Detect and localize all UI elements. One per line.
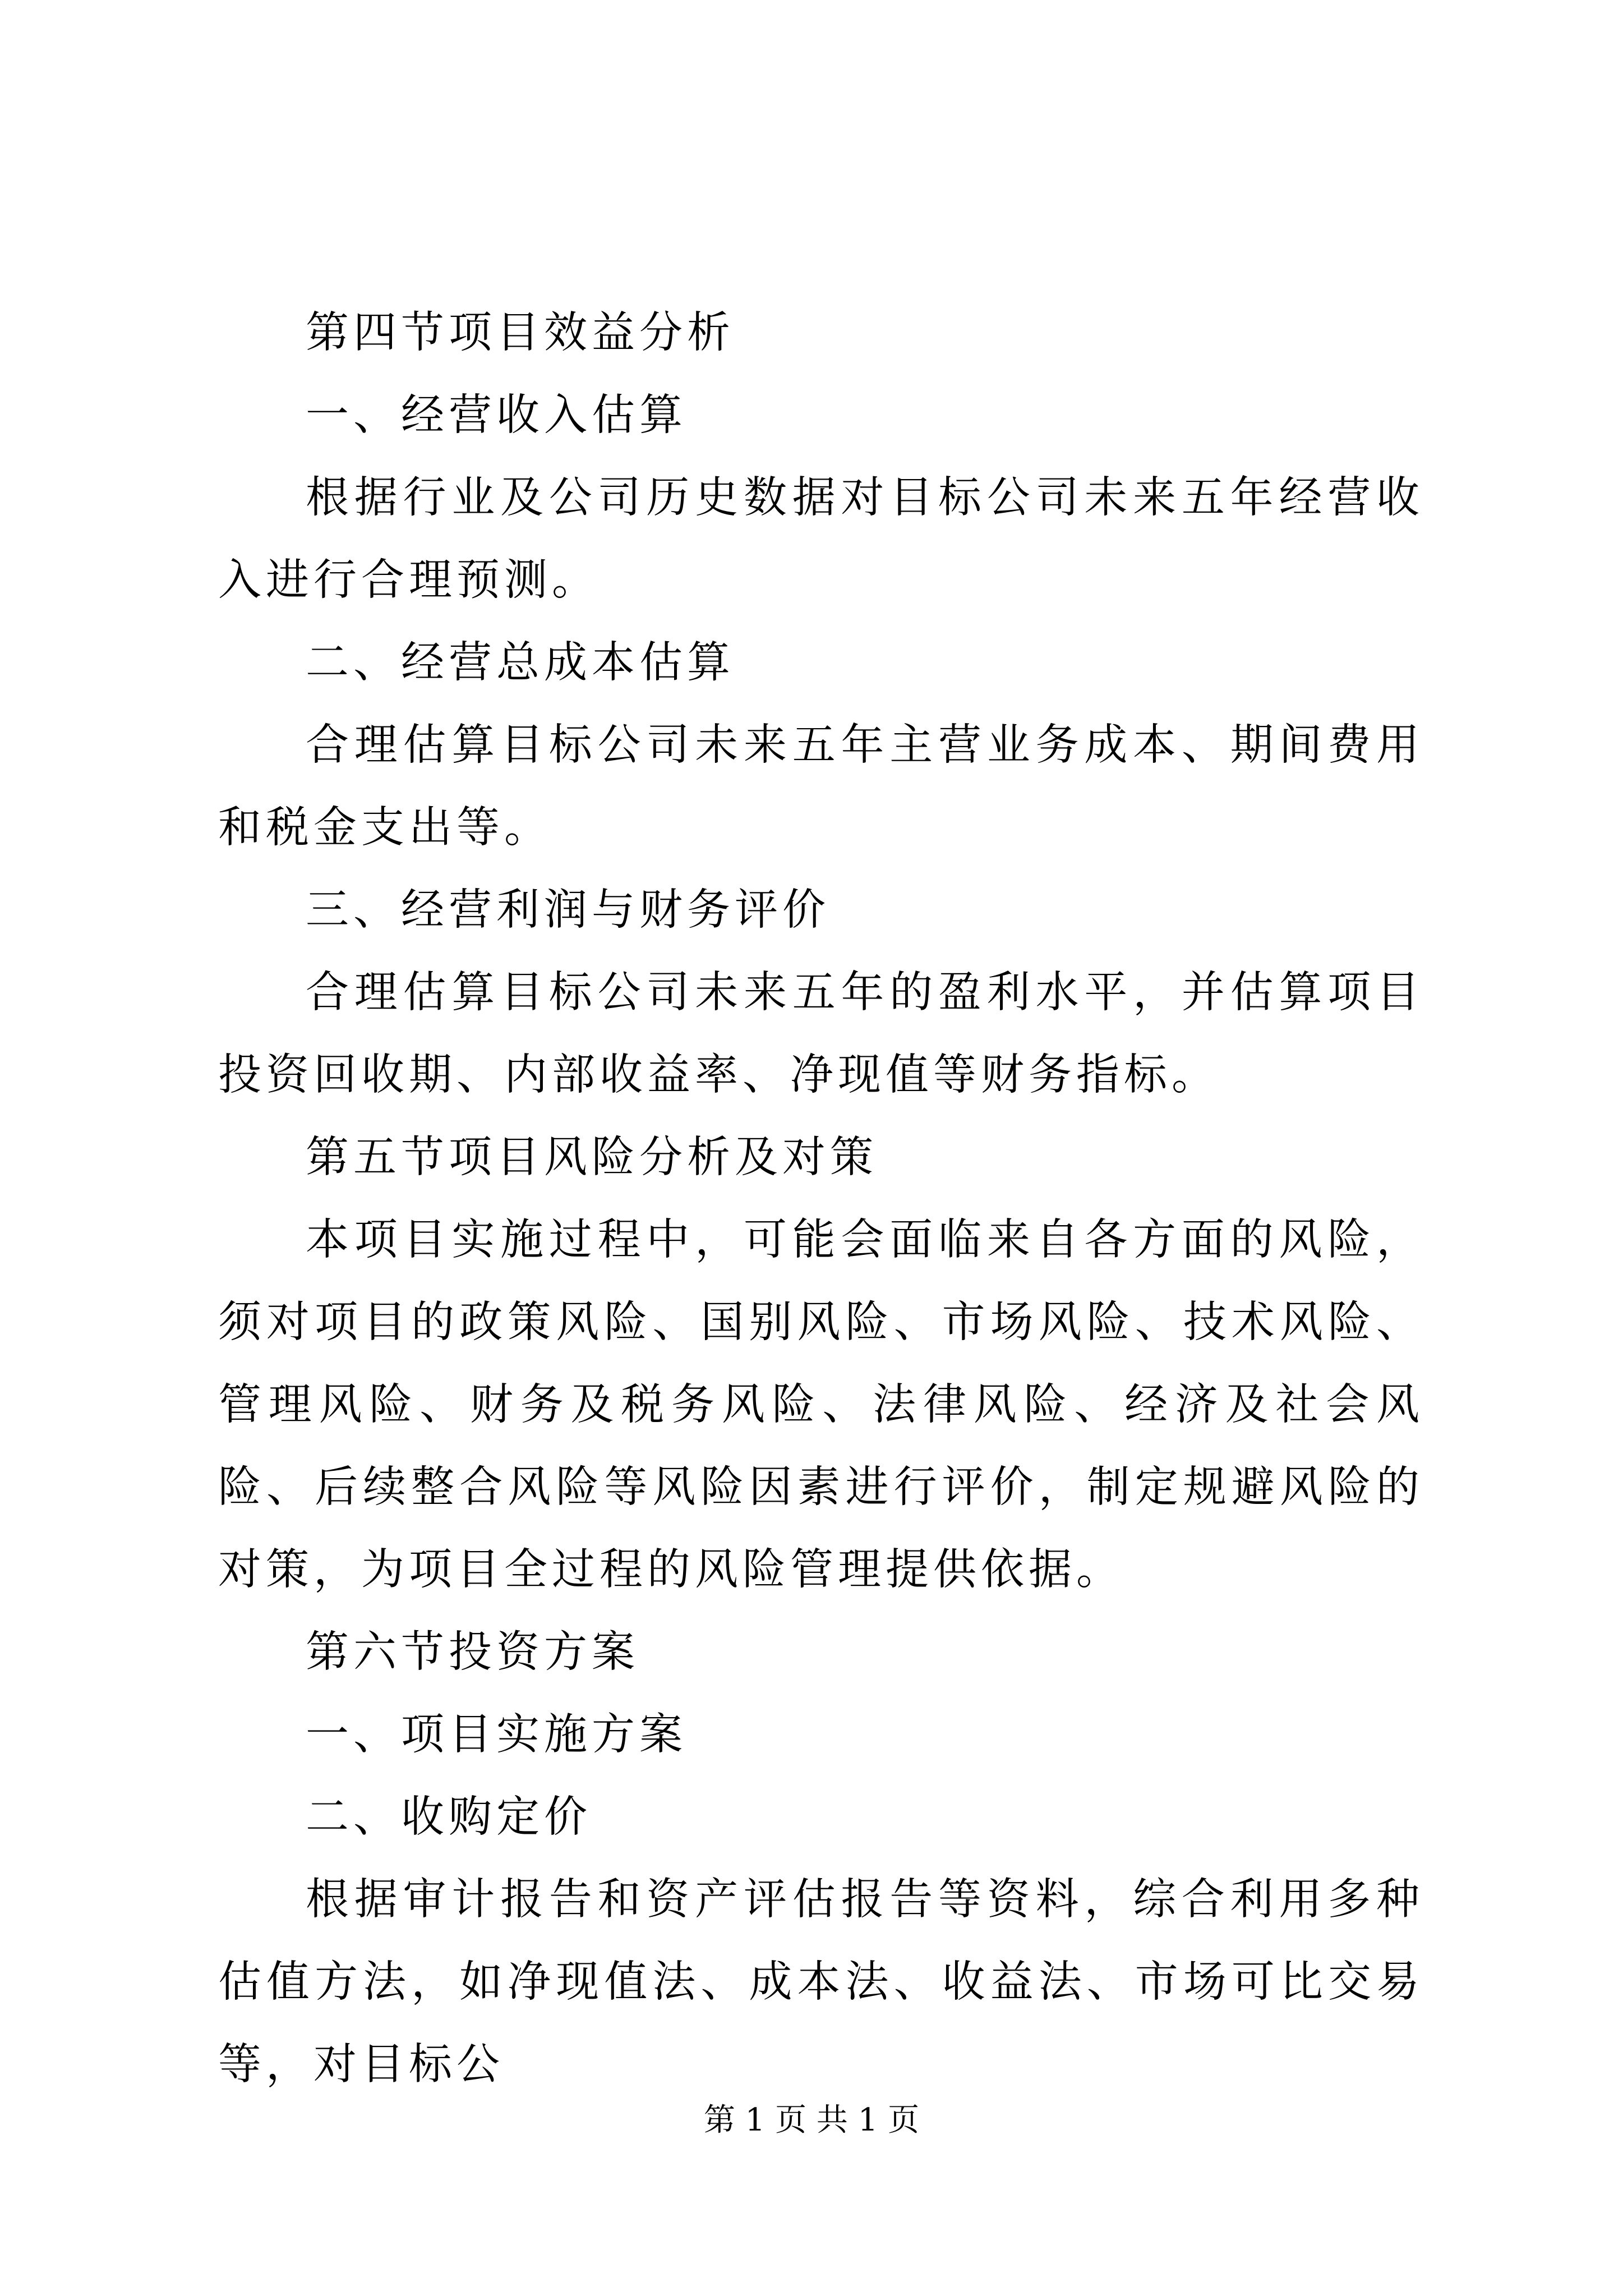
subheading-implementation-plan: 一、项目实施方案 <box>306 1710 687 1760</box>
subheading-cost-estimate: 二、经营总成本估算 <box>306 638 735 688</box>
paragraph-profit: 合理估算目标公司未来五年的盈利水平，并估算项目投资回收期、内部收益率、净现值等财务指标。 <box>218 968 1424 1100</box>
document-body <box>218 292 1424 2106</box>
section-heading-5: 第五节项目风险分析及对策 <box>306 1133 878 1182</box>
page-number-footer: 第 1 页 共 1 页 <box>703 2102 920 2138</box>
paragraph-risk: 本项目实施过程中，可能会面临来自各方面的风险，须对项目的政策风险、国别风险、市场风险、技术风险、管理风险、财务及税务风险、法律风险、经济及社会风险、后续整合风险等风险因素进行评价，制定规避风险的对策，为项目全过程的风险管理提供依据。 <box>218 1215 1424 1595</box>
subheading-acquisition-pricing: 二、收购定价 <box>306 1792 592 1842</box>
subheading-revenue-estimate: 一、经营收入估算 <box>306 390 687 440</box>
paragraph-cost: 合理估算目标公司未来五年主营业务成本、期间费用和税金支出等。 <box>218 720 1424 853</box>
subheading-profit-evaluation: 三、经营利润与财务评价 <box>306 885 830 935</box>
paragraph-pricing: 根据审计报告和资产评估报告等资料，综合利用多种估值方法，如净现值法、成本法、收益法、市场可比交易等，对目标公 <box>218 1875 1424 2090</box>
section-heading-6: 第六节投资方案 <box>306 1627 639 1677</box>
section-heading-4: 第四节项目效益分析 <box>306 308 735 358</box>
paragraph-revenue: 根据行业及公司历史数据对目标公司未来五年经营收入进行合理预测。 <box>218 473 1424 605</box>
